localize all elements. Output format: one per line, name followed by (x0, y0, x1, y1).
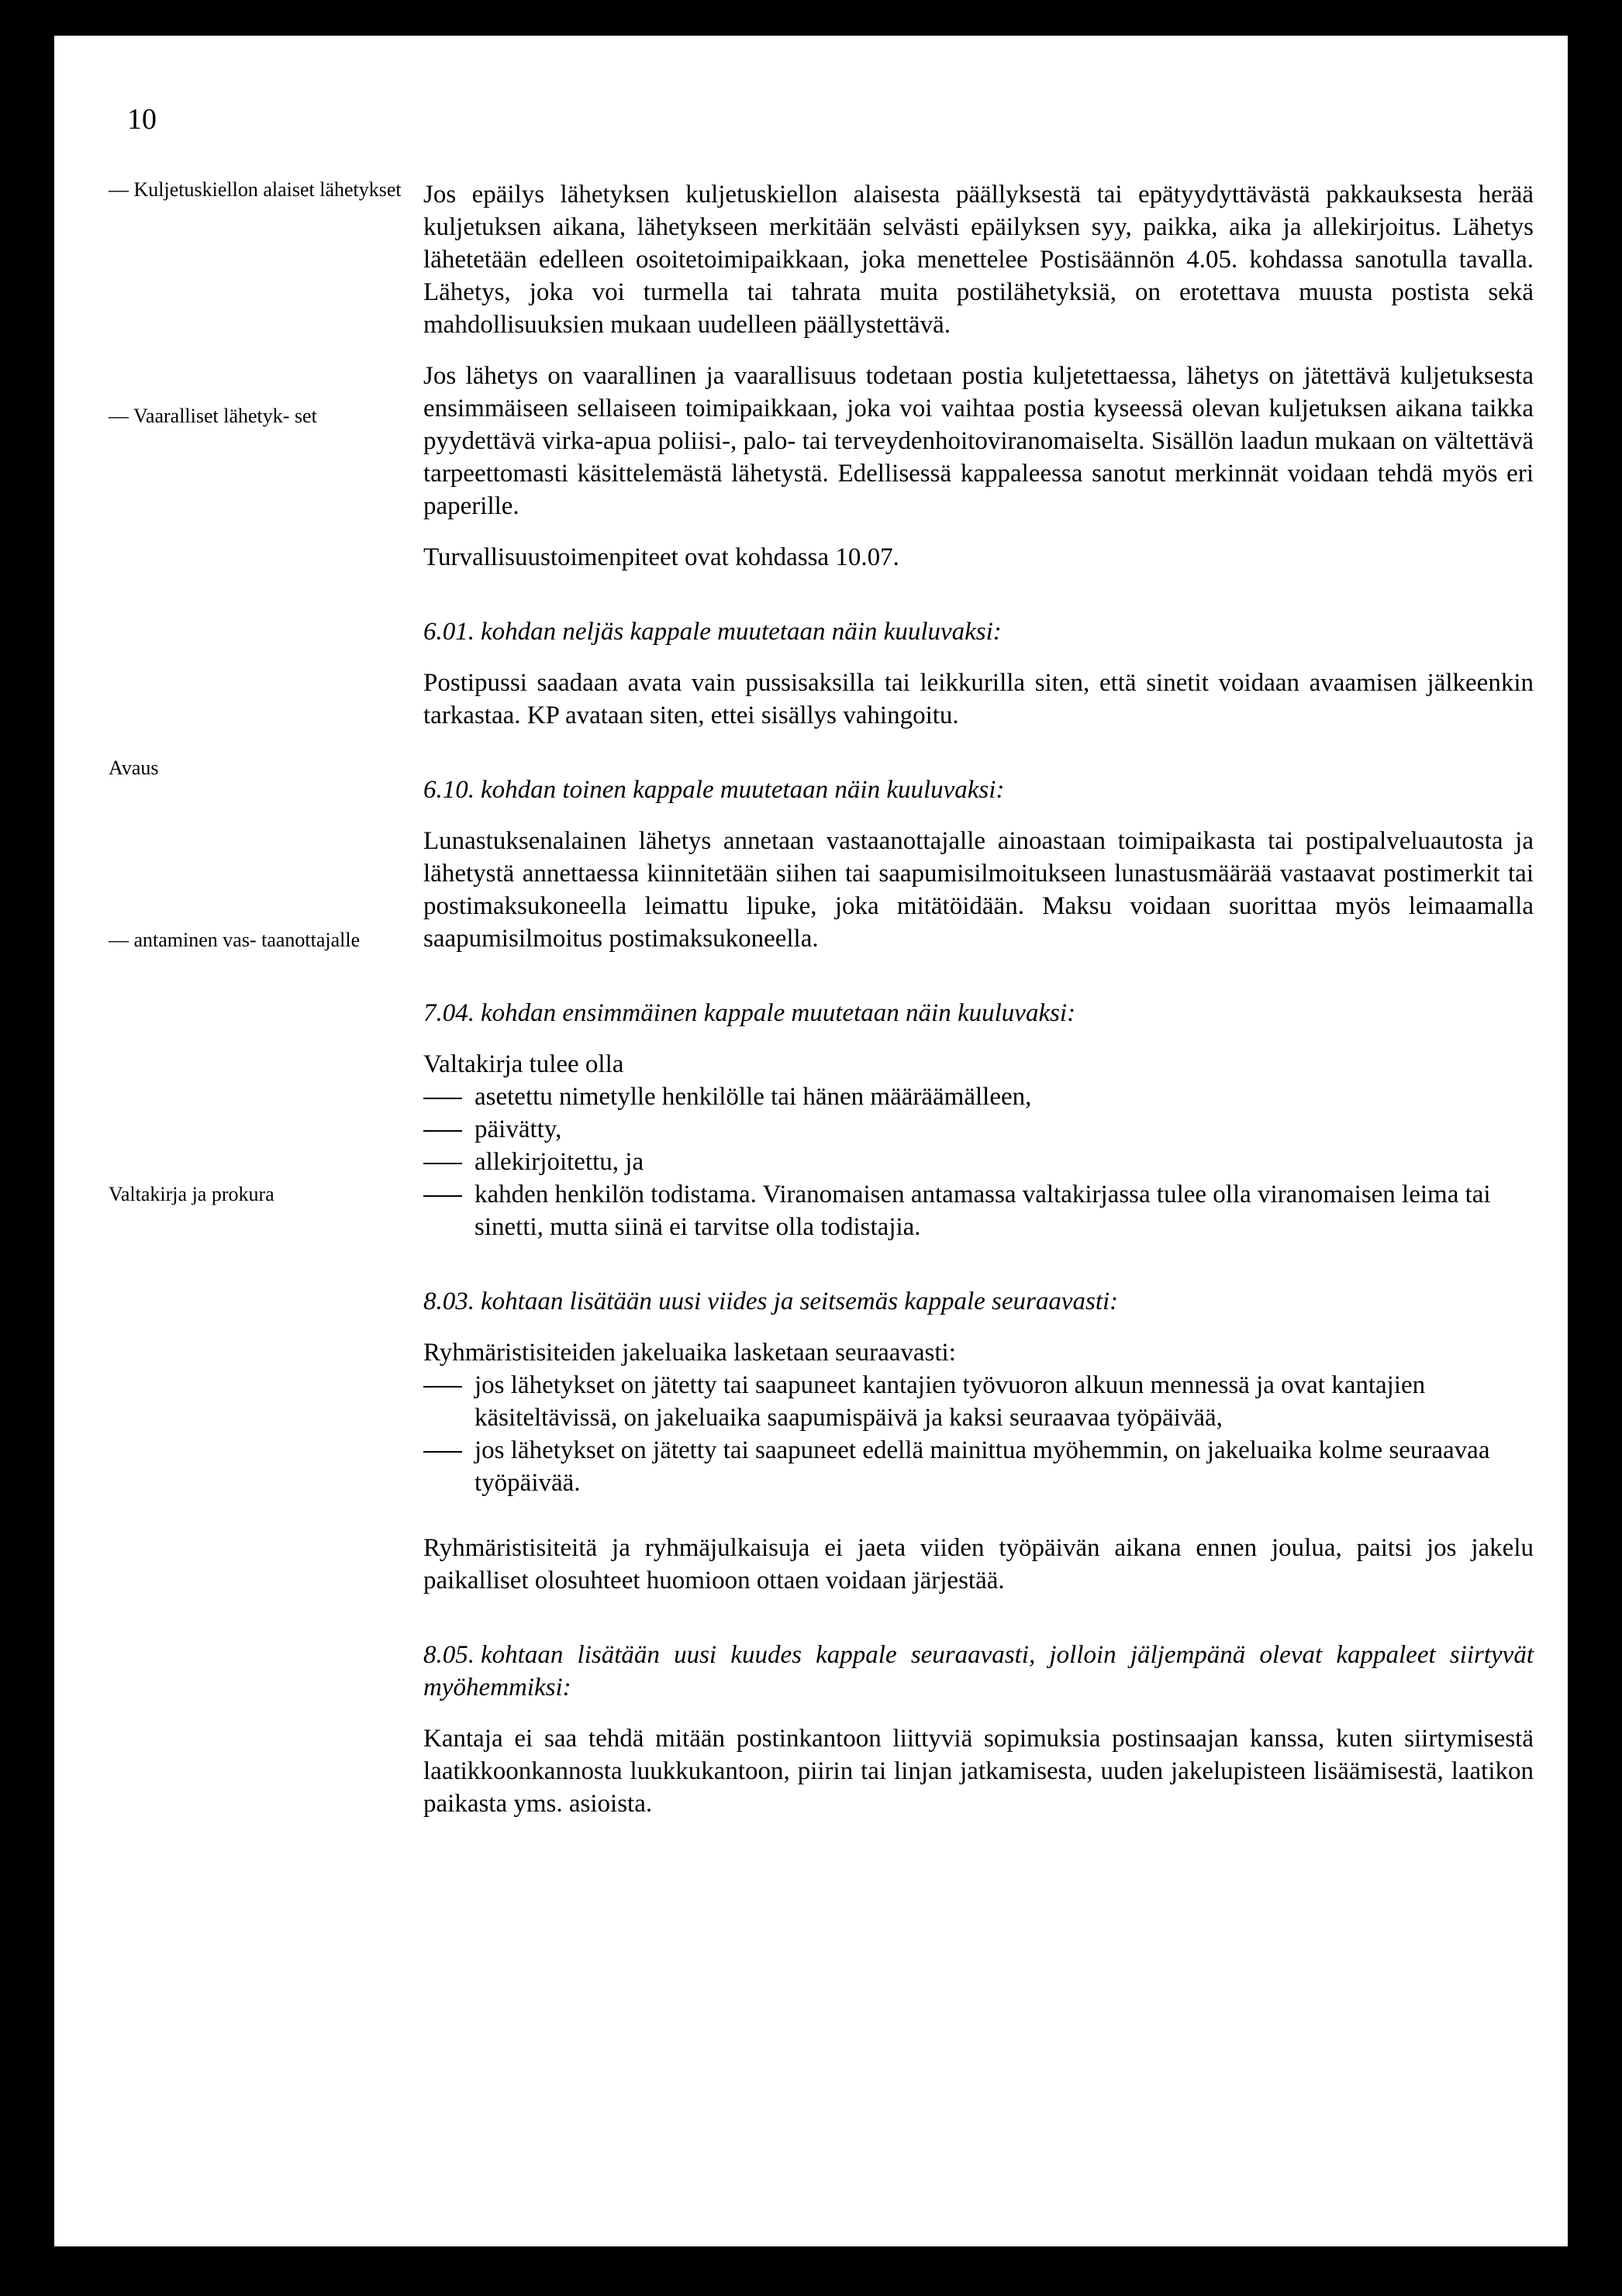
list-item: jos lähetykset on jätetty tai saapuneet edellä mainittua myöhemmin, on jakeluaika kolme seuraavaa työpäivää. (423, 1434, 1534, 1499)
section-number: 6.01. (423, 618, 475, 646)
paragraph-803-intro: Ryhmäristisiteiden jakeluaika lasketaan seuraavasti: (423, 1339, 956, 1367)
list-704 (423, 1081, 1534, 1243)
list-803 (423, 1369, 1534, 1499)
list-item: jos lähetykset on jätetty tai saapuneet kantajien työvuoron alkuun mennessä ja ovat kantajien käsiteltävissä, on jakeluaika saapumispäivä ja kaksi seuraavaa työpäivää, (423, 1369, 1534, 1434)
paragraph-610: Lunastuksenalainen lähetys annetaan vastaanottajalle ainoastaan toimipaikasta tai postipalveluautosta ja lähetystä annettaessa kiinnitetään siihen tai saapumisilmoitukseen lunastusmäärää vastaavat postimerkit tai postimaksukoneella leimattu lipuke, joka mitätöidään. Maksu voidaan suorittaa myös leimaamalla saapumisilmoitus postimaksukoneella. (423, 827, 1534, 953)
main-column (423, 178, 1534, 1820)
section-heading-803 (423, 1285, 1534, 1318)
paragraph-601: Postipussi saadaan avata vain pussisaksilla tai leikkurilla siten, että sinetit voidaan avaamisen jälkeenkin tarkastaa. KP avataan siten, ettei sisällys vahingoitu. (423, 669, 1534, 729)
page-number: 10 (127, 103, 157, 136)
list-item: päivätty, (423, 1113, 1534, 1146)
paragraph-805: Kantaja ei saa tehdä mitään postinkantoon liittyviä sopimuksia postinsaajan kanssa, kuten siirtymisestä laatikkoonkannosta luukkukantoon, piirin tai linjan jatkamisesta, uuden jakelupisteen lisäämisestä, laatikon paikasta yms. asioista. (423, 1725, 1534, 1818)
section-title: kohdan neljäs kappale muutetaan näin kuuluvaksi: (481, 618, 1002, 646)
document-page (54, 36, 1568, 2246)
paragraph-vaaralliset: Jos lähetys on vaarallinen ja vaarallisuus todetaan postia kuljetettaessa, lähetys on jätettävä kuljetuksesta ensimmäiseen sellaiseen toimipaikkaan, joka voi vaihtaa postia kyseessä olevan kuljetuksen aikana taikka pyydettävä virka-apua poliisi-, palo- tai terveydenhoitoviranomaiselta. Sisällön laadun mukaan on vältettävä tarpeettomasti käsittelemästä lähetystä. Edellisessä kappaleessa sanotut merkinnät voidaan tehdä myös eri paperille. (423, 362, 1534, 520)
section-number: 6.10. (423, 776, 475, 804)
margin-note-valtakirja: Valtakirja ja prokura (109, 1183, 274, 1205)
section-number: 8.05. (423, 1641, 475, 1669)
margin-note-antaminen: — antaminen vas- taanottajalle (109, 929, 361, 951)
margin-note-kuljetuskiellon: — Kuljetuskiellon alaiset lähetykset (109, 178, 402, 201)
section-heading-601 (423, 615, 1534, 648)
list-item: kahden henkilön todistama. Viranomaisen antamassa valtakirjassa tulee olla viranomaisen leima tai sinetti, mutta siinä ei tarvitse olla todistajia. (423, 1178, 1534, 1243)
section-number: 7.04. (423, 999, 475, 1027)
section-title: kohdan ensimmäinen kappale muutetaan näin kuuluvaksi: (481, 999, 1076, 1027)
paragraph-kuljetuskielto: Jos epäilys lähetyksen kuljetuskiellon alaisesta päällyksestä tai epätyydyttävästä pakkauksesta herää kuljetuksen aikana, lähetykseen merkitään selvästi epäilyksen syy, paikka, aika ja allekirjoitus. Lähetys lähetetään edelleen osoitetoimipaikkaan, joka menettelee Postisäännön 4.05. kohdassa sanotulla tavalla. Lähetys, joka voi turmella tai tahrata muita postilähetyksiä, on erotettava muusta postista sekä mahdollisuuksien mukaan uudelleen päällystettävä. (423, 181, 1534, 339)
list-item: asetettu nimetylle henkilölle tai hänen määräämälleen, (423, 1081, 1534, 1113)
paragraph-turvallisuus: Turvallisuustoimenpiteet ovat kohdassa 10.07. (423, 543, 899, 571)
section-title: kohtaan lisätään uusi kuudes kappale seuraavasti, jolloin jäljempänä olevat kappaleet siirtyvät myöhemmiksi: (423, 1641, 1534, 1701)
section-heading-805 (423, 1639, 1534, 1704)
section-number: 8.03. (423, 1288, 475, 1315)
paragraph-803-b: Ryhmäristisiteitä ja ryhmäjulkaisuja ei jaeta viiden työpäivän aikana ennen joulua, paitsi jos jakelu paikalliset olosuhteet huomioon ottaen voidaan järjestää. (423, 1534, 1534, 1594)
section-title: kohtaan lisätään uusi viides ja seitsemäs kappale seuraavasti: (481, 1288, 1119, 1315)
section-heading-610 (423, 774, 1534, 806)
section-title: kohdan toinen kappale muutetaan näin kuuluvaksi: (481, 776, 1005, 804)
margin-note-avaus: Avaus (109, 757, 159, 779)
paragraph-704-intro: Valtakirja tulee olla (423, 1050, 624, 1078)
list-item: allekirjoitettu, ja (423, 1146, 1534, 1178)
margin-note-vaaralliset: — Vaaralliset lähetyk- set (109, 405, 317, 427)
section-heading-704 (423, 997, 1534, 1029)
